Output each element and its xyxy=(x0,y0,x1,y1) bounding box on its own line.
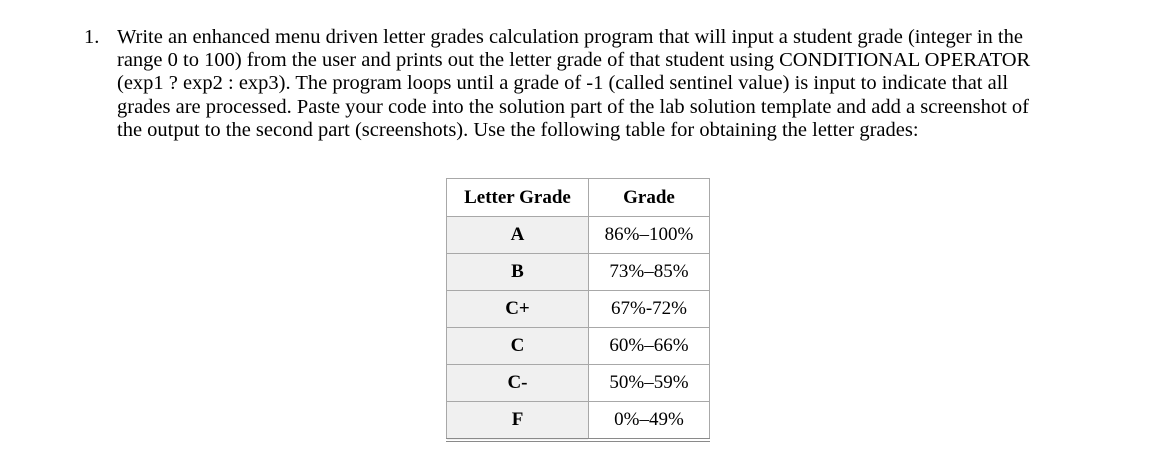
range-cell: 0%–49% xyxy=(588,402,709,441)
letter-grade-table xyxy=(446,178,710,442)
range-cell: 50%–59% xyxy=(588,365,709,402)
table-row xyxy=(447,217,710,254)
table-row xyxy=(447,254,710,291)
question-line: (exp1 ? exp2 : exp3). The program loops until a grade of -1 (called sentinel value) is input to indicate that all xyxy=(117,72,1009,95)
question-line: grades are processed. Paste your code into the solution part of the lab solution template and add a screenshot of xyxy=(117,95,1029,118)
table-row xyxy=(447,328,710,365)
letter-cell: C xyxy=(447,328,589,365)
table-row xyxy=(447,402,710,441)
header-grade: Grade xyxy=(588,179,709,217)
question-block xyxy=(84,26,1134,142)
range-cell: 73%–85% xyxy=(588,254,709,291)
table-row xyxy=(447,365,710,402)
letter-cell: B xyxy=(447,254,589,291)
letter-cell: A xyxy=(447,217,589,254)
table-row xyxy=(447,291,710,328)
question-line: the output to the second part (screenshots). Use the following table for obtaining the letter grades: xyxy=(117,118,919,141)
letter-cell: F xyxy=(447,402,589,441)
question-line: range 0 to 100) from the user and prints out the letter grade of that student using CONDITIONAL OPERATOR xyxy=(117,49,1031,72)
header-letter-grade: Letter Grade xyxy=(447,179,589,217)
question-number: 1. xyxy=(84,26,100,48)
table-header-row xyxy=(447,179,710,217)
letter-cell: C- xyxy=(447,365,589,402)
question-line: Write an enhanced menu driven letter grades calculation program that will input a student grade (integer in the xyxy=(117,26,1023,48)
range-cell: 86%–100% xyxy=(588,217,709,254)
letter-cell: C+ xyxy=(447,291,589,328)
range-cell: 67%-72% xyxy=(588,291,709,328)
question-text xyxy=(117,26,1134,142)
range-cell: 60%–66% xyxy=(588,328,709,365)
